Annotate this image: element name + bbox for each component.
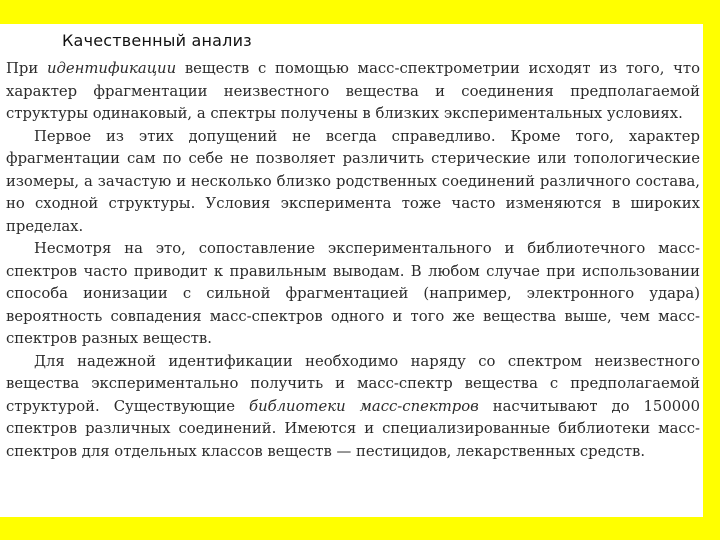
slide-content: [0, 24, 703, 517]
paragraph-4: [6, 351, 700, 464]
paragraph-1-text-cont: веществ с помощью масс-спектрометрии исходят из того, что характер фрагментации неизвестного вещества и соединения предполагаемой структуры одинаковый, а спектры получены в близких экспериментальных условиях.: [6, 60, 701, 122]
slide-title: Качественный анализ: [62, 31, 252, 50]
paragraph-2-text: Первое из этих допущений не всегда справедливо. Кроме того, характер фрагментации сам по себе не позволяет различить стерические или топологические изомеры, а зачастую и несколько близко родственных соединений различного состава, но сходной структуры. Условия эксперимента тоже часто изменяются в широких пределах.: [6, 127, 700, 235]
paragraph-4-text-cont: насчитывают до 150000 спектров различных соединений. Имеются и специализированные библиотеки масс-спектров для отдельных классов веществ — пестицидов, лекарственных средств.: [6, 397, 700, 460]
paragraph-1: [6, 58, 700, 126]
paragraph-3-text: Несмотря на это, сопоставление экспериментального и библиотечного масс-спектров часто приводит к правильным выводам. В любом случае при использовании способа ионизации с сильной фрагментацией (например, электронного удара) вероятность совпадения масс-спектров одного и того же вещества выше, чем масс-спектров разных веществ.: [6, 240, 700, 347]
paragraph-3: [6, 238, 700, 351]
scanned-text: [6, 58, 700, 463]
term-identification: идентификации: [46, 60, 177, 77]
term-mass-spectra-libraries: библиотеки масс-спектров: [249, 397, 479, 415]
paragraph-4-text: Для надежной идентификации необходимо наряду со спектром неизвестного вещества экспериментально получить и масс-спектр вещества с предполагаемой структурой. Существующие: [6, 352, 700, 415]
paragraph-1-text: При: [6, 60, 47, 77]
paragraph-2: [6, 126, 700, 239]
